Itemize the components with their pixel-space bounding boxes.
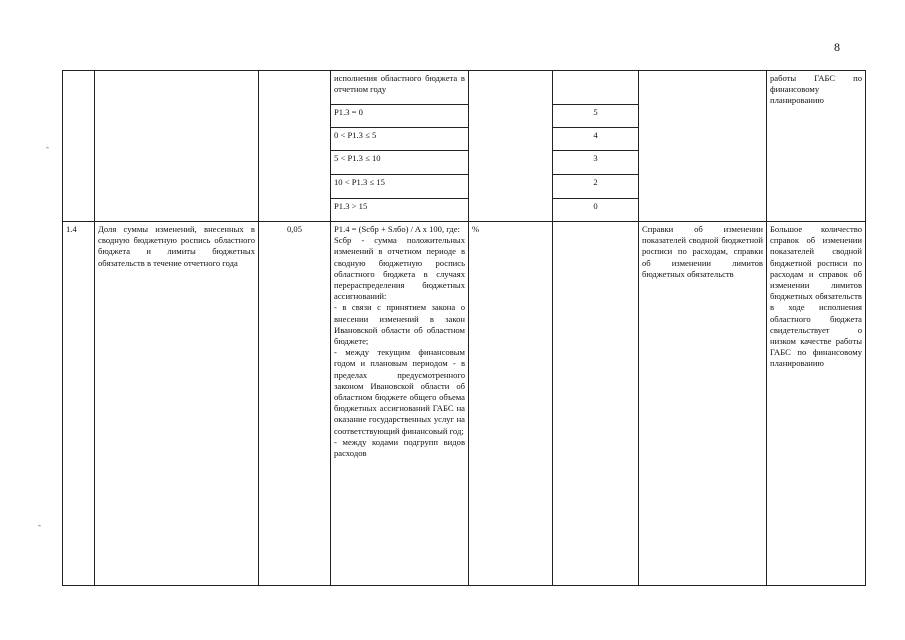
margin-mark: - [38, 520, 41, 530]
scale-score: 3 [553, 151, 639, 175]
scale-score: 2 [553, 175, 639, 199]
scale-score: 0 [553, 199, 639, 222]
formula-head: P1.4 = (Scбр + Sлбо) / A x 100, где: [334, 224, 460, 234]
indicator-comment: Большое количество справок об изменении показателей сводной бюджетной росписи по расходам и справок об изменении лимитов бюджетных обязательств в ходе исполнения областного бюджета свидетельствует о низком качестве работы ГАБС по финансовому планированию [767, 222, 866, 586]
indicator-table [62, 70, 866, 586]
scale-condition: 0 < P1.3 ≤ 5 [331, 128, 469, 151]
unit-cell [469, 71, 553, 222]
num-cell [63, 71, 95, 222]
row-number: 1.4 [63, 222, 95, 586]
weight-cell [259, 71, 331, 222]
indicator-source: Справки об изменении показателей сводной бюджетной росписи по расходам, справки об изменении лимитов бюджетных обязательств [639, 222, 767, 586]
scale-condition: P1.3 > 15 [331, 199, 469, 222]
scale-score: 4 [553, 128, 639, 151]
scale-score: 5 [553, 105, 639, 128]
table-row [63, 222, 866, 586]
table-row [63, 71, 866, 105]
scale-condition: 5 < P1.3 ≤ 10 [331, 151, 469, 175]
name-cell [95, 71, 259, 222]
source-cell [639, 71, 767, 222]
formula-continuation: исполнения областного бюджета в отчетном году [331, 71, 469, 105]
indicator-weight: 0,05 [259, 222, 331, 586]
score-cell [553, 71, 639, 105]
page-number: 8 [834, 40, 840, 54]
indicator-name: Доля суммы изменений, внесенных в сводную бюджетную роспись областного бюджета и лимиты бюджетных обязательств в течение отчетного года [95, 222, 259, 586]
indicator-formula [331, 222, 469, 586]
indicator-unit: % [469, 222, 553, 586]
scale-condition: 10 < P1.3 ≤ 15 [331, 175, 469, 199]
comment-continuation: работы ГАБС по финансовому планированию [767, 71, 866, 222]
formula-body: Scбр - сумма положительных изменений в отчетном периоде в сводную бюджетную роспись областного бюджета в случаях перераспределения бюджетных ассигнований: - в связи с принятием закона о внесении изменений в закон Ивановской области об областном бюджете; - между текущим финансовым годом и плановым периодом - в пределах предусмотренного законом Ивановской области об областном бюджете общего объема бюджетных ассигнований ГАБС на оказание государственных услуг на соответствующий финансовый год; - между кодами подгрупп видов расходов [334, 235, 465, 459]
score-cell [553, 222, 639, 586]
margin-mark: - [46, 142, 49, 152]
scale-condition: P1.3 = 0 [331, 105, 469, 128]
